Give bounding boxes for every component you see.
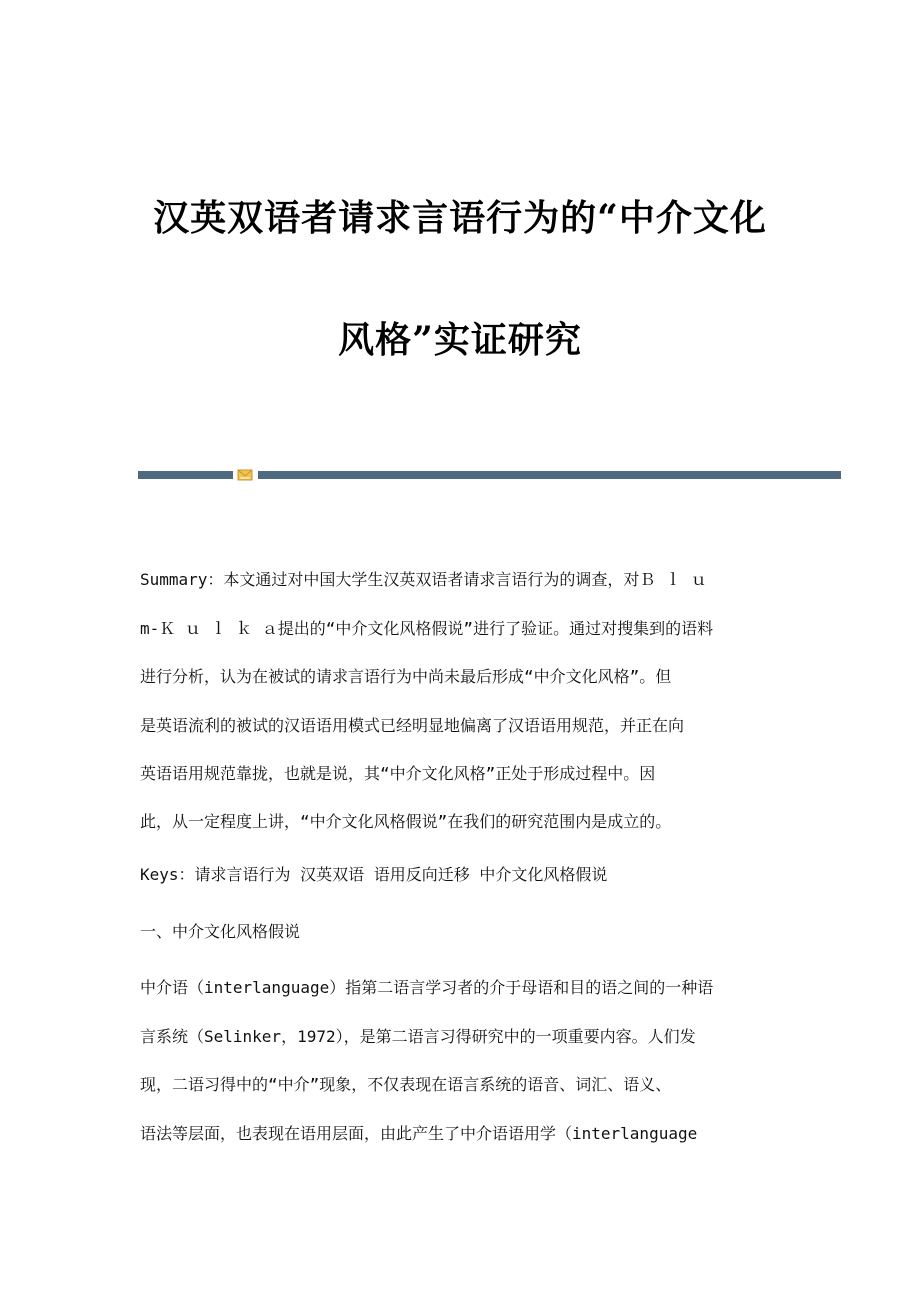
summary-line-3: 进行分析，认为在被试的请求言语行为中尚未最后形成“中介文化风格”。但: [140, 667, 672, 686]
document-title-line-2: 风格”实证研究: [338, 319, 582, 361]
section-line-1: 中介语（interlanguage）指第二语言学习者的介于母语和目的语之间的一种语: [140, 978, 714, 997]
envelope-icon: [237, 468, 253, 482]
keywords-line: Keys：请求言语行为 汉英双语 语用反向迁移 中介文化风格假说: [140, 865, 608, 884]
document-title-line-1: 汉英双语者请求言语行为的“中介文化: [153, 197, 767, 239]
section-heading: 一、中介文化风格假说: [140, 922, 301, 941]
summary-line-4: 是英语流利的被试的汉语语用模式已经明显地偏离了汉语语用规范，并正在向: [140, 716, 685, 735]
section-line-4: 语法等层面，也表现在语用层面，由此产生了中介语语用学（interlanguage: [140, 1124, 698, 1143]
section-line-2: 言系统（Selinker，1972），是第二语言习得研究中的一项重要内容。人们发: [140, 1027, 696, 1046]
summary-line-2: m-Ｋ ｕ ｌ ｋ ａ提出的“中介文化风格假说”进行了验证。通过对搜集到的语料: [140, 619, 714, 638]
section-line-3: 现，二语习得中的“中介”现象，不仅表现在语言系统的语音、词汇、语义、: [140, 1075, 672, 1094]
title-divider: [138, 468, 841, 482]
summary-line-5: 英语语用规范靠拢，也就是说，其“中介文化风格”正处于形成过程中。因: [140, 764, 656, 783]
summary-line-6: 此，从一定程度上讲，“中介文化风格假说”在我们的研究范围内是成立的。: [140, 812, 672, 831]
divider-bar-left: [138, 471, 233, 479]
divider-bar-right: [258, 471, 841, 479]
summary-line-1: Summary：本文通过对中国大学生汉英双语者请求言语行为的调查，对Ｂ ｌ ｕ: [140, 570, 707, 589]
